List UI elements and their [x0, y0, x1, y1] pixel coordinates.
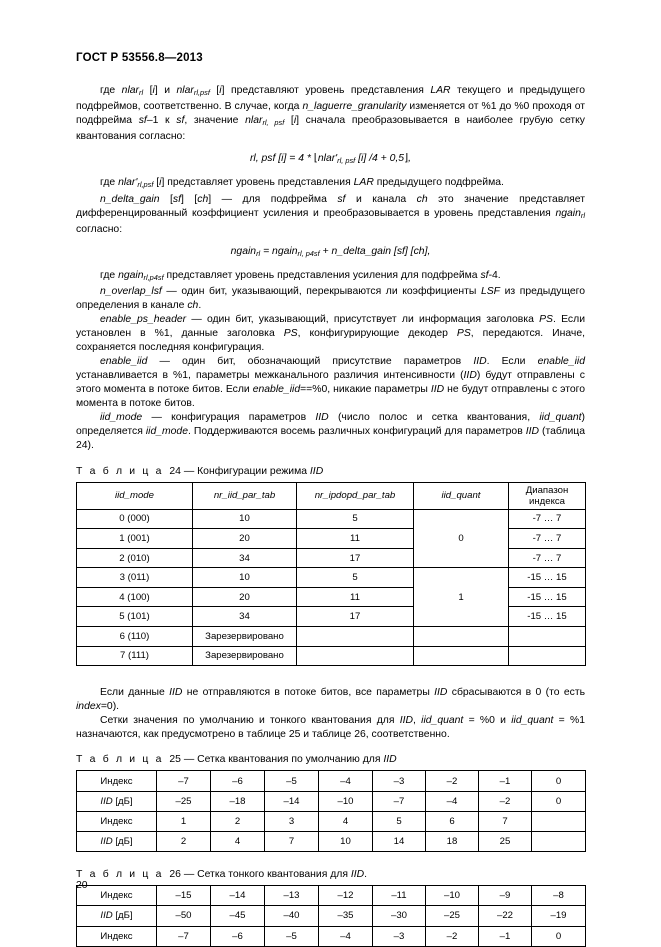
table24-cell-mode: 3 (011) [77, 568, 193, 588]
table26-cell: –3 [373, 926, 426, 946]
table-row [77, 627, 586, 647]
table26-cell: –35 [319, 906, 373, 926]
table-iid-mode-configurations [76, 482, 586, 667]
table-row [77, 791, 586, 811]
table-row [77, 771, 586, 791]
paragraph-n-overlap-lsf: n_overlap_lsf — один бит, указывающий, перекрываются ли коэффициенты LSF из предыдущего определения в канале ch. [76, 285, 585, 311]
table25-caption-number: 25 [169, 754, 181, 766]
table24-cell-range: -15 … 15 [509, 607, 586, 627]
table25-cell: –18 [211, 791, 265, 811]
paragraph-iid-grids: Сетки значения по умолчанию и тонкого квантования для IID, iid_quant = %0 и iid_quant = %1 назначаются, как предусмотрено в таблице 25 и таблице 26, соответственно. [76, 715, 585, 741]
table-row [77, 587, 586, 607]
table25-cell: 4 [319, 811, 373, 831]
table24-cell-range [509, 627, 586, 647]
table24-cell-quant [414, 646, 509, 666]
table26-cell: –30 [373, 906, 426, 926]
table26-cell: –4 [319, 926, 373, 946]
table24-col-nr-ipdopd-par-tab: nr_ipdopd_par_tab [297, 482, 414, 509]
table25-cell: 1 [157, 811, 211, 831]
table25-cell: –4 [319, 771, 373, 791]
table24-cell-quant [414, 627, 509, 647]
paragraph-iid-reset: Если данные IID не отправляются в потоке битов, все параметры IID сбрасываются в 0 (то есть index=0). [76, 687, 585, 713]
table24-cell-nr-ipdopd: 11 [297, 529, 414, 549]
table26-cell: –7 [157, 926, 211, 946]
table26-cell: –25 [426, 906, 479, 926]
paragraph-n-delta-gain: n_delta_gain [sf] [ch] — для подфрейма sf и канала ch это значение представляет дифференцированный коэффициент усиления и преобразовывается в уровень представления ngain$_{rl}$ согласно: [76, 193, 585, 235]
table24-header-row [77, 482, 586, 509]
table25-row-label: Индекс [77, 811, 157, 831]
table24-cell-nr-iid: 34 [193, 607, 297, 627]
table24-cell-range: -7 … 7 [509, 509, 586, 529]
table24-cell-nr-ipdopd [297, 646, 414, 666]
table24-col-nr-iid-par-tab: nr_iid_par_tab [193, 482, 297, 509]
table25-row-label: IID [дБ] [77, 791, 157, 811]
table25-caption-dash: — [183, 754, 195, 766]
table24-caption: Т а б л и ц а 24 — Конфигурации режима IID [76, 465, 324, 477]
table26-cell: –15 [157, 886, 211, 906]
table24-cell-quant: 1 [414, 568, 509, 627]
paragraph-enable-iid: enable_iid — один бит, обозначающий присутствие параметров IID. Если enable_iid устанавливается в %1, параметры межканального различия интенсивности (IID) будут отправлены с этого момента в потоке битов. Если enable_iid==%0, никакие параметры IID не будут отправлены с этого момента в потоке битов. [76, 356, 585, 410]
table24-cell-mode: 2 (010) [77, 548, 193, 568]
table-row [77, 926, 586, 946]
table25-cell: 3 [265, 811, 319, 831]
table26-row-label: Индекс [77, 886, 157, 906]
table24-cell-range: -15 … 15 [509, 568, 586, 588]
table26-cell: –2 [426, 926, 479, 946]
paragraph-iid-mode: iid_mode — конфигурация параметров IID (число полос и сетка квантования, iid_quant) определяется iid_mode. Поддерживаются восемь различных конфигураций для параметров IID (таблица 24). [76, 412, 586, 452]
table24-cell-mode: 5 (101) [77, 607, 193, 627]
paragraph-nlar-prev: где $nlar'_{rl,psf}$ [i] представляет уровень представления LAR предыдущего подфрейма. [100, 177, 504, 190]
table-row [77, 529, 586, 549]
table24-cell-range [509, 646, 586, 666]
table24-cell-mode: 4 (100) [77, 587, 193, 607]
formula-ngain: ngain$_{rl}$ = ngain$_{rl, p4sf}$ + n_delta_gain [sf] [ch], [230, 245, 431, 258]
table25-cell: 0 [532, 771, 586, 791]
table25-row-label: IID [дБ] [77, 832, 157, 852]
table25-cell: –4 [426, 791, 479, 811]
table-row [77, 646, 586, 666]
table24-cell-mode: 1 (001) [77, 529, 193, 549]
table-row [77, 568, 586, 588]
table25-cell: –14 [265, 791, 319, 811]
paragraph-enable-ps-header: enable_ps_header — один бит, указывающий, присутствует ли информация заголовка PS. Если установлен в %1, данные заголовка PS, конфигурирующие декодер PS, передаются. Иначе, сохраняется последняя конфигурация. [76, 314, 585, 354]
table26-cell: –9 [479, 886, 532, 906]
table24-caption-label: Т а б л и ц а [76, 465, 164, 477]
table25-cell: 14 [373, 832, 426, 852]
table25-caption-label: Т а б л и ц а [76, 754, 164, 766]
table25-caption: Т а б л и ц а 25 — Сетка квантования по умолчанию для IID [76, 754, 397, 766]
table25-cell: 7 [479, 811, 532, 831]
table26-cell: 0 [532, 926, 586, 946]
table25-cell: 10 [319, 832, 373, 852]
table24-cell-nr-iid: 34 [193, 548, 297, 568]
table24-cell-range: -7 … 7 [509, 548, 586, 568]
table26-cell: –22 [479, 906, 532, 926]
table25-cell: –5 [265, 771, 319, 791]
table25-cell: 25 [479, 832, 532, 852]
table26-row-label: IID [дБ] [77, 906, 157, 926]
table24-cell-nr-iid: Зарезервировано [193, 627, 297, 647]
table-row [77, 832, 586, 852]
table25-cell: –3 [373, 771, 426, 791]
table25-cell: –7 [157, 771, 211, 791]
table25-cell: –10 [319, 791, 373, 811]
table26-cell: –10 [426, 886, 479, 906]
table25-cell: –2 [479, 791, 532, 811]
table24-cell-nr-iid: 20 [193, 529, 297, 549]
document-body [76, 84, 585, 947]
table24-cell-nr-ipdopd: 5 [297, 568, 414, 588]
table26-row-label: Индекс [77, 926, 157, 946]
table-row [77, 509, 586, 529]
table26-cell: –8 [532, 886, 586, 906]
table26-cell: –5 [265, 926, 319, 946]
table24-cell-nr-ipdopd: 17 [297, 607, 414, 627]
table24-caption-number: 24 [169, 465, 181, 477]
table24-cell-mode: 0 (000) [77, 509, 193, 529]
table-iid-default-quantization-grid [76, 770, 586, 852]
table25-row-label: Индекс [77, 771, 157, 791]
table24-cell-quant: 0 [414, 509, 509, 568]
table24-cell-mode: 6 (110) [77, 627, 193, 647]
table24-cell-nr-iid: 10 [193, 568, 297, 588]
table24-caption-dash: — [183, 465, 195, 477]
table25-cell: 5 [373, 811, 426, 831]
table25-cell [532, 811, 586, 831]
table-row [77, 906, 586, 926]
page-number: 20 [76, 880, 88, 891]
table25-cell: 18 [426, 832, 479, 852]
table25-cell: –25 [157, 791, 211, 811]
table-iid-fine-quantization-grid [76, 885, 586, 947]
table-row [77, 607, 586, 627]
table25-cell: 0 [532, 791, 586, 811]
table24-col-iid-mode: iid_mode [77, 482, 193, 509]
table25-cell: 4 [211, 832, 265, 852]
table26-cell: –12 [319, 886, 373, 906]
table-row [77, 886, 586, 906]
table25-cell: 7 [265, 832, 319, 852]
table24-cell-mode: 7 (111) [77, 646, 193, 666]
table26-cell: –45 [211, 906, 265, 926]
table24-col-iid-quant: iid_quant [414, 482, 509, 509]
table26-caption: Т а б л и ц а 26 — Сетка тонкого квантования для IID. [76, 869, 368, 881]
table26-cell: –13 [265, 886, 319, 906]
table26-cell: –50 [157, 906, 211, 926]
table25-cell [532, 832, 586, 852]
table24-cell-nr-ipdopd: 17 [297, 548, 414, 568]
table26-cell: –40 [265, 906, 319, 926]
table-row [77, 811, 586, 831]
table25-cell: –6 [211, 771, 265, 791]
table25-cell: –1 [479, 771, 532, 791]
table24-cell-nr-ipdopd: 11 [297, 587, 414, 607]
table26-caption-number: 26 [169, 869, 181, 881]
table24-cell-nr-ipdopd [297, 627, 414, 647]
table24-cell-range: -7 … 7 [509, 529, 586, 549]
table26-cell: –19 [532, 906, 586, 926]
table26-caption-label: Т а б л и ц а [76, 869, 164, 881]
table25-cell: 2 [211, 811, 265, 831]
table26-cell: –11 [373, 886, 426, 906]
table25-cell: –7 [373, 791, 426, 811]
table26-caption-dash: — [183, 869, 195, 881]
table24-cell-nr-iid: 20 [193, 587, 297, 607]
paragraph-nlar-definition: где nlar$_{rl}$ [i] и nlar$_{rl,psf}$ [i] представляют уровень представления LAR текущего и предыдущего подфреймов, соответственно. В случае, когда n_laguerre_granularity изменяется от %1 до %0 проходя от подфрейма sf–1 к sf, значение nlar$_{rl, psf}$ [i] сначала преобразовывается в наиболее грубую сетку квантования согласно: [76, 85, 586, 143]
table24-cell-range: -15 … 15 [509, 587, 586, 607]
table26-cell: –1 [479, 926, 532, 946]
table24-cell-nr-iid: Зарезервировано [193, 646, 297, 666]
formula-rl-psf: rl, psf $[i] = 4 * ⌊nlar'_{rl, psf}$ [i] /4 + 0,5⌋, [249, 153, 412, 166]
table26-cell: –6 [211, 926, 265, 946]
table24-cell-nr-iid: 10 [193, 509, 297, 529]
table25-cell: 2 [157, 832, 211, 852]
table24-cell-nr-ipdopd: 5 [297, 509, 414, 529]
table-row [77, 548, 586, 568]
table25-cell: –2 [426, 771, 479, 791]
table24-col-index-range: Диапазон индекса [509, 482, 586, 509]
table26-cell: –14 [211, 886, 265, 906]
table25-cell: 6 [426, 811, 479, 831]
paragraph-ngain-p4sf: где ngain$_{rl,p4sf}$ представляет уровень представления усиления для подфрейма sf-4. [100, 269, 501, 282]
page-header: ГОСТ Р 53556.8—2013 [76, 52, 203, 64]
